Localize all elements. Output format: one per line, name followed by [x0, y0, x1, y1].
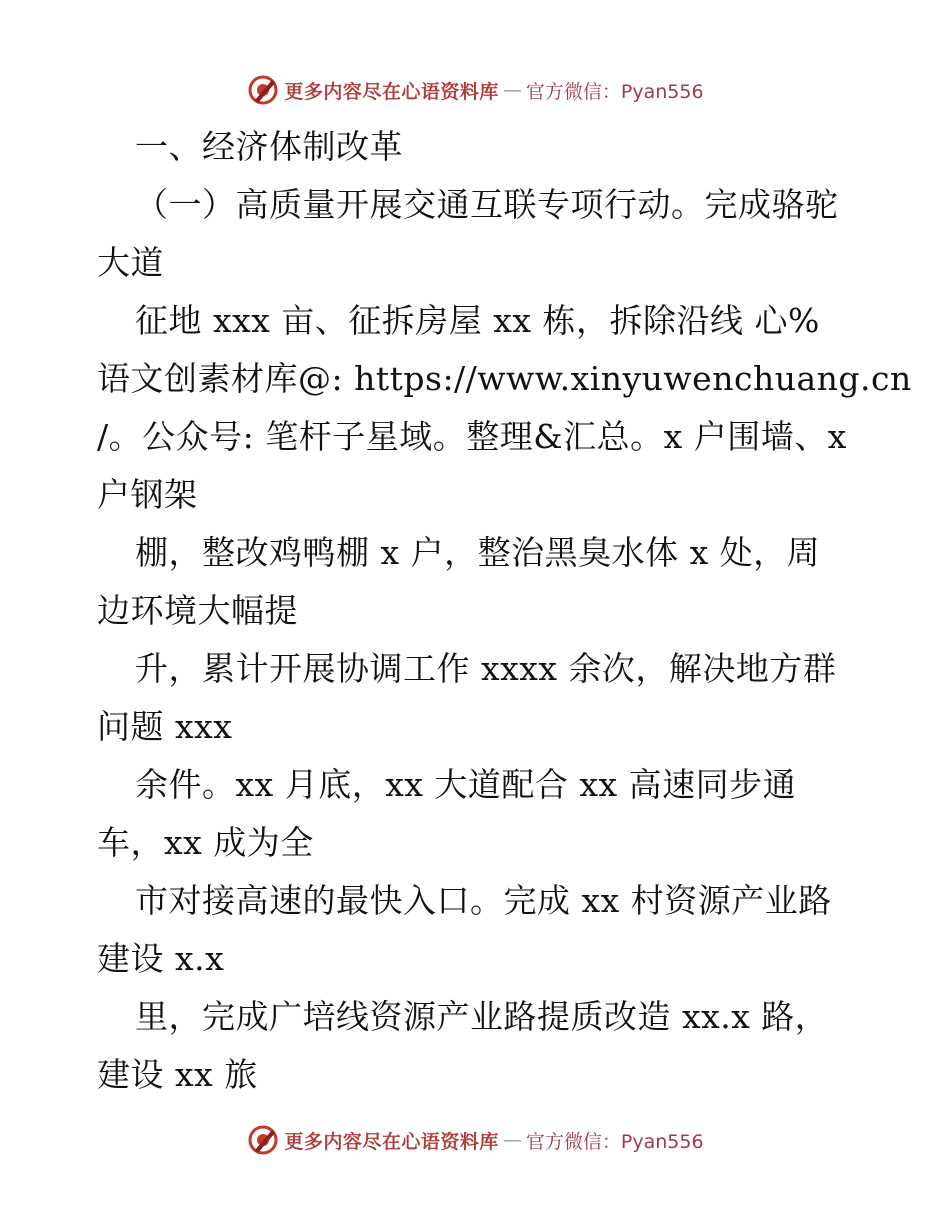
pen-logo-icon	[246, 1123, 280, 1157]
paragraph-line: 建设 x.x	[97, 939, 225, 978]
paragraph-line: 征地 xxx 亩、征拆房屋 xx 栋，拆除沿线 心%	[135, 301, 820, 340]
header-banner-separator: —	[502, 79, 522, 101]
footer-banner-separator: —	[502, 1129, 522, 1151]
paragraph-line: 市对接高速的最快入口。完成 xx 村资源产业路	[135, 881, 832, 920]
footer-banner-wechat: 官方微信：Pyan556	[525, 1130, 704, 1153]
paragraph-line: 户钢架	[97, 475, 198, 514]
section-heading: 一、经济体制改革	[135, 127, 403, 166]
footer-banner	[0, 1120, 950, 1160]
paragraph-line: 语文创素材库@: https://www.xinyuwenchuang.cn	[97, 359, 912, 398]
pen-logo-icon	[246, 73, 280, 107]
paragraph-line: /。公众号: 笔杆子星域。整理&汇总。x 户围墙、x	[97, 417, 847, 456]
paragraph-line: 里，完成广培线资源产业路提质改造 xx.x 路，	[135, 997, 829, 1036]
header-banner-wechat: 官方微信：Pyan556	[525, 80, 704, 103]
paragraph-line: 升，累计开展协调工作 xxxx 余次，解决地方群	[135, 649, 837, 688]
paragraph-line: 建设 xx 旅	[97, 1055, 258, 1094]
paragraph-line: 棚，整改鸡鸭棚 x 户，整治黑臭水体 x 处，周	[135, 533, 821, 572]
header-banner-text: 更多内容尽在心语资料库	[284, 80, 499, 103]
paragraph-line: 边环境大幅提	[97, 591, 298, 630]
paragraph-line: 问题 xxx	[97, 707, 233, 746]
document-body	[97, 118, 912, 1104]
paragraph-line: 车，xx 成为全	[97, 823, 314, 862]
footer-banner-text: 更多内容尽在心语资料库	[284, 1130, 499, 1153]
paragraph-line: 余件。xx 月底，xx 大道配合 xx 高速同步通	[135, 765, 797, 804]
paragraph-line: （一）高质量开展交通互联专项行动。完成骆驼	[135, 185, 839, 224]
paragraph-line: 大道	[97, 243, 164, 282]
header-banner	[0, 70, 950, 110]
